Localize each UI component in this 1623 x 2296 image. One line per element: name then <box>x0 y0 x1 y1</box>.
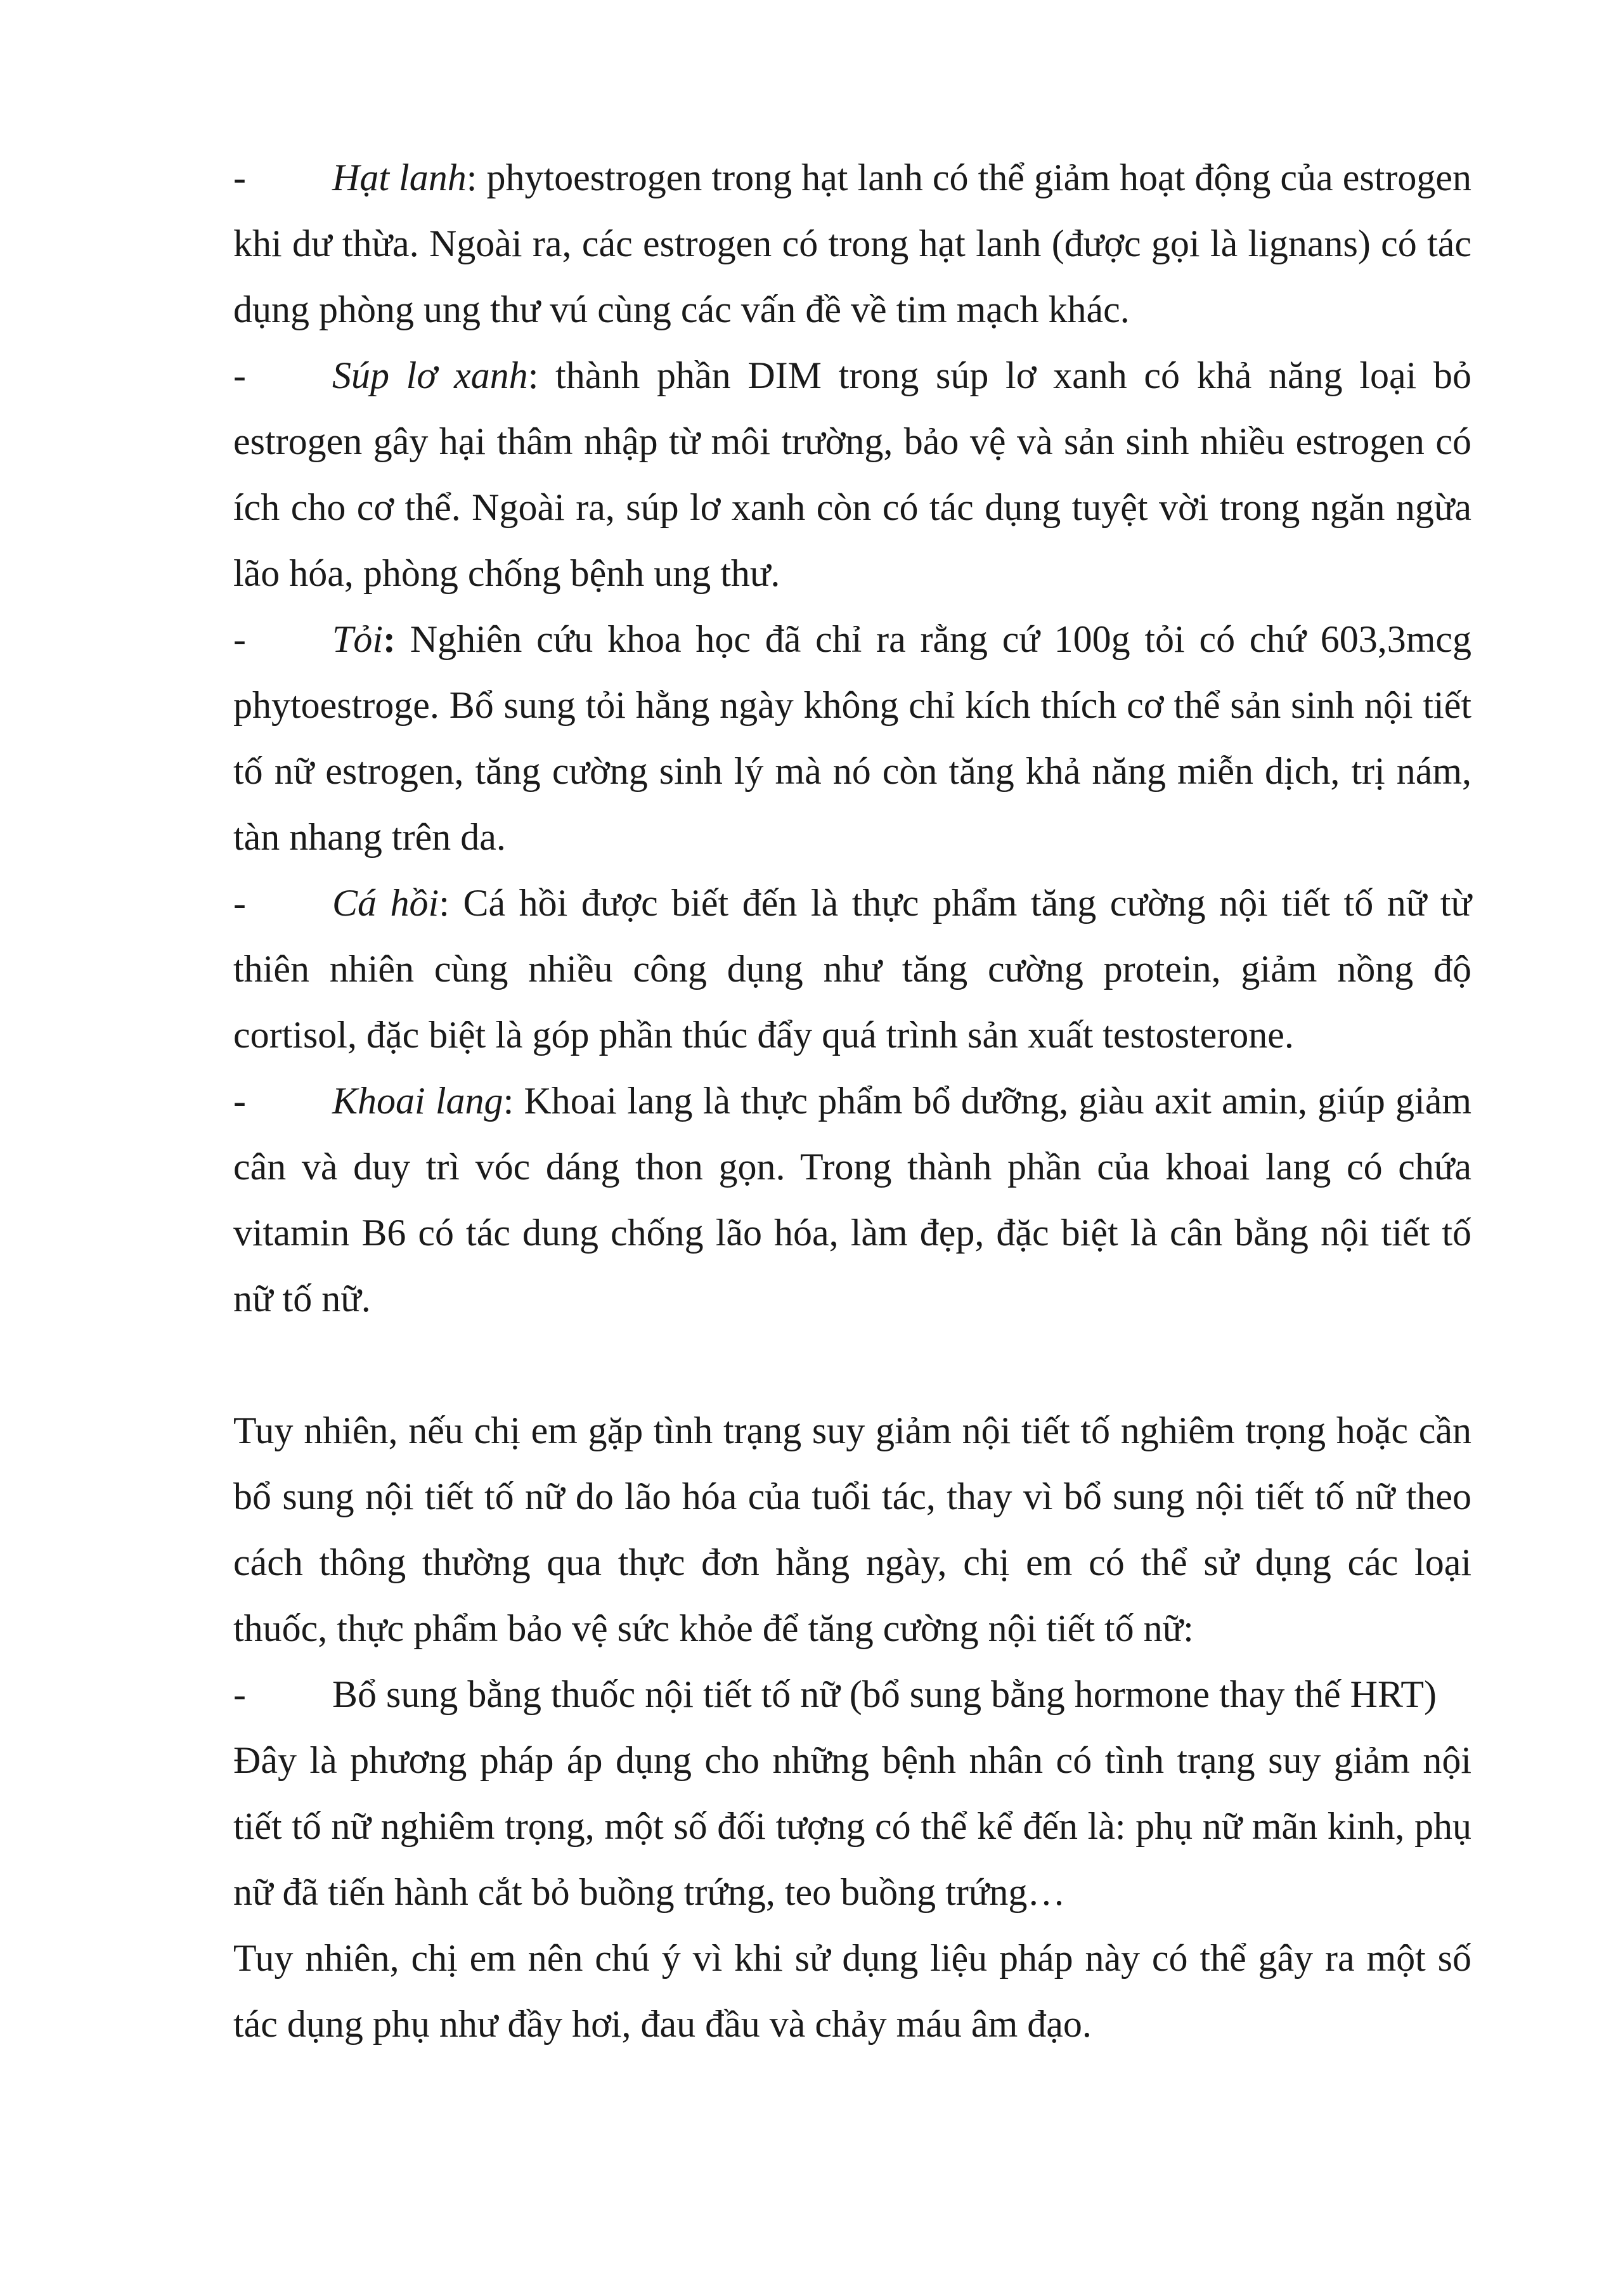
paragraph-gap <box>233 1332 1471 1398</box>
item-separator: : <box>383 618 396 660</box>
item-term: Khoai lang <box>332 1080 503 1122</box>
item-term: Súp lơ xanh <box>332 354 528 396</box>
item-term: Cá hồi <box>332 882 439 924</box>
item-text: Nghiên cứu khoa học đã chỉ ra rằng cứ 100g tỏi có chứ 603,3mcg phytoestroge. Bổ sung tỏi hằng ngày không chỉ kích thích cơ thể sản sinh nội tiết tố nữ estrogen, tăng cường sinh lý mà nó còn tăng khả năng miễn dịch, trị nám, tàn nhang trên da. <box>233 618 1471 858</box>
list-item-hrt <box>233 1661 1471 1727</box>
item-separator: : <box>503 1080 514 1122</box>
item-text: Bổ sung bằng thuốc nội tiết tố nữ (bổ sung bằng hormone thay thế HRT) <box>332 1673 1437 1715</box>
list-item-sup-lo-xanh <box>233 342 1471 606</box>
list-item-khoai-lang <box>233 1068 1471 1332</box>
list-dash: - <box>233 1080 246 1122</box>
item-text: thành phần DIM trong súp lơ xanh có khả năng loại bỏ estrogen gây hại thâm nhập từ môi trường, bảo vệ và sản sinh nhiều estrogen có ích cho cơ thể. Ngoài ra, súp lơ xanh còn có tác dụng tuyệt vời trong ngăn ngừa lão hóa, phòng chống bệnh ung thư. <box>233 354 1471 594</box>
list-dash: - <box>233 354 246 396</box>
hrt-paragraph: Đây là phương pháp áp dụng cho những bệnh nhân có tình trạng suy giảm nội tiết tố nữ nghiêm trọng, một số đối tượng có thể kể đến là: phụ nữ mãn kinh, phụ nữ đã tiến hành cắt bỏ buồng trứng, teo buồng trứng… <box>233 1739 1471 1913</box>
item-text: Cá hồi được biết đến là thực phẩm tăng cường nội tiết tố nữ từ thiên nhiên cùng nhiều công dụng như tăng cường protein, giảm nồng độ cortisol, đặc biệt là góp phần thúc đẩy quá trình sản xuất testosterone. <box>233 882 1471 1056</box>
list-dash: - <box>233 618 246 660</box>
item-text: phytoestrogen trong hạt lanh có thể giảm hoạt động của estrogen khi dư thừa. Ngoài ra, các estrogen có trong hạt lanh (được gọi là lignans) có tác dụng phòng ung thư vú cùng các vấn đề về tim mạch khác. <box>233 157 1471 330</box>
item-separator: : <box>466 157 477 198</box>
list-item-toi <box>233 606 1471 870</box>
list-item-hat-lanh <box>233 145 1471 342</box>
list-dash: - <box>233 157 246 198</box>
intro-paragraph: Tuy nhiên, nếu chị em gặp tình trạng suy giảm nội tiết tố nghiêm trọng hoặc cần bổ sung nội tiết tố nữ do lão hóa của tuổi tác, thay vì bổ sung nội tiết tố nữ theo cách thông thường qua thực đơn hằng ngày, chị em có thể sử dụng các loại thuốc, thực phẩm bảo vệ sức khỏe để tăng cường nội tiết tố nữ: <box>233 1410 1471 1649</box>
list-dash: - <box>233 882 246 924</box>
list-item-ca-hoi <box>233 870 1471 1068</box>
list-dash: - <box>233 1673 246 1715</box>
item-term: Tỏi <box>332 618 384 660</box>
item-term: Hạt lanh <box>332 157 467 198</box>
item-text: Khoai lang là thực phẩm bổ dưỡng, giàu axit amin, giúp giảm cân và duy trì vóc dáng thon gọn. Trong thành phần của khoai lang có chứa vitamin B6 có tác dung chống lão hóa, làm đẹp, đặc biệt là cân bằng nội tiết tố nữ tố nữ. <box>233 1080 1472 1320</box>
warning-paragraph: Tuy nhiên, chị em nên chú ý vì khi sử dụng liệu pháp này có thể gây ra một số tác dụng phụ như đầy hơi, đau đầu và chảy máu âm đạo. <box>233 1937 1471 2045</box>
item-separator: : <box>527 354 539 396</box>
item-separator: : <box>439 882 449 924</box>
document-body <box>233 145 1471 2057</box>
